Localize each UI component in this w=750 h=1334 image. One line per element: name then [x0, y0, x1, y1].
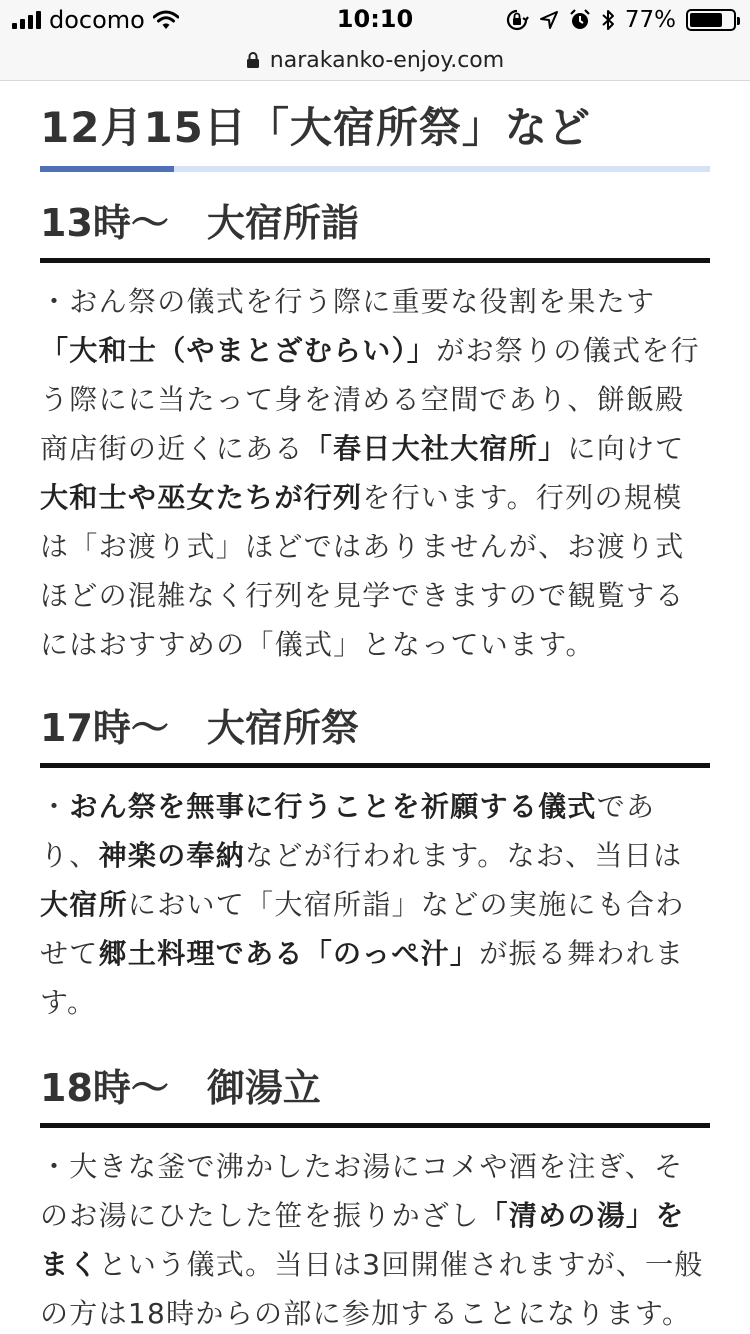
section-body [40, 1142, 710, 1334]
emphasis-text: 「清めの湯」をまく [40, 1199, 685, 1281]
status-bar [0, 0, 750, 40]
body-text: に向けて [567, 432, 685, 465]
body-text: が振る舞われます。 [40, 937, 685, 1019]
lock-icon [246, 51, 260, 69]
location-arrow-icon [539, 10, 559, 30]
section-body [40, 782, 710, 1027]
alarm-icon [569, 9, 591, 31]
body-text: において「大宿所詣」などの実施にも合わせて [40, 888, 685, 970]
section-body [40, 277, 710, 669]
emphasis-text: 大和士や巫女たちが行列 [40, 481, 363, 514]
bluetooth-icon [601, 8, 615, 32]
title-underline-accent [40, 166, 174, 172]
body-text: という儀式。当日は3回開催されますが、一般の方は18時からの部に参加することになります。 [40, 1248, 704, 1330]
section-heading: 13時〜 大宿所詣 [40, 201, 359, 245]
section-divider [40, 258, 710, 263]
page-title: 12月15日「大宿所祭」など [40, 103, 591, 152]
url-bar[interactable] [0, 40, 750, 81]
url-domain[interactable]: narakanko-enjoy.com [269, 47, 505, 73]
battery-icon [686, 9, 736, 31]
article [40, 80, 710, 1334]
body-text: であり、 [40, 790, 656, 872]
carrier-label: docomo [49, 6, 145, 34]
section-miyudate [40, 1063, 710, 1334]
body-text: ・おん祭の儀式を行う際に重要な役割を果たす [40, 285, 656, 318]
emphasis-text: 大宿所 [40, 888, 128, 921]
battery-percent: 77% [624, 7, 676, 33]
emphasis-text: 神楽の奉納 [98, 839, 246, 872]
status-bar-right [505, 6, 736, 34]
body-text: を行います。行列の規模は「お渡り式」ほどではありませんが、お渡り式ほどの混雑なく行列を見学できますので観覧するにはおすすめの「儀式」となっています。 [40, 481, 685, 661]
section-divider [40, 763, 710, 768]
orientation-lock-icon [505, 8, 529, 32]
body-text: ・ [40, 790, 70, 823]
clock: 10:10 [336, 5, 414, 33]
emphasis-text: 「春日大社大宿所」 [303, 432, 568, 465]
body-text: などが行われます。なお、当日は [245, 839, 683, 872]
body-text: ・大きな釜で沸かしたお湯にコメや酒を注ぎ、そのお湯にひたした笹を振りかざし [40, 1150, 684, 1232]
body-text: がお祭りの儀式を行う際にに当たって身を清める空間であり、餅飯殿商店街の近くにある [40, 334, 700, 465]
emphasis-text: おん祭を無事に行うことを祈願する儀式 [69, 790, 597, 823]
section-divider [40, 1123, 710, 1128]
emphasis-text: 郷土料理である「のっぺ汁」 [98, 937, 480, 970]
section-heading: 17時〜 大宿所祭 [40, 706, 359, 750]
section-heading: 18時〜 御湯立 [40, 1066, 321, 1110]
emphasis-text: 「大和士（やまとざむらい）」 [40, 334, 437, 367]
section-oyadokoro-mode [40, 198, 710, 669]
title-underline [40, 166, 710, 172]
battery-level-fill [690, 13, 722, 27]
section-oyadokoro-sai [40, 703, 710, 1027]
